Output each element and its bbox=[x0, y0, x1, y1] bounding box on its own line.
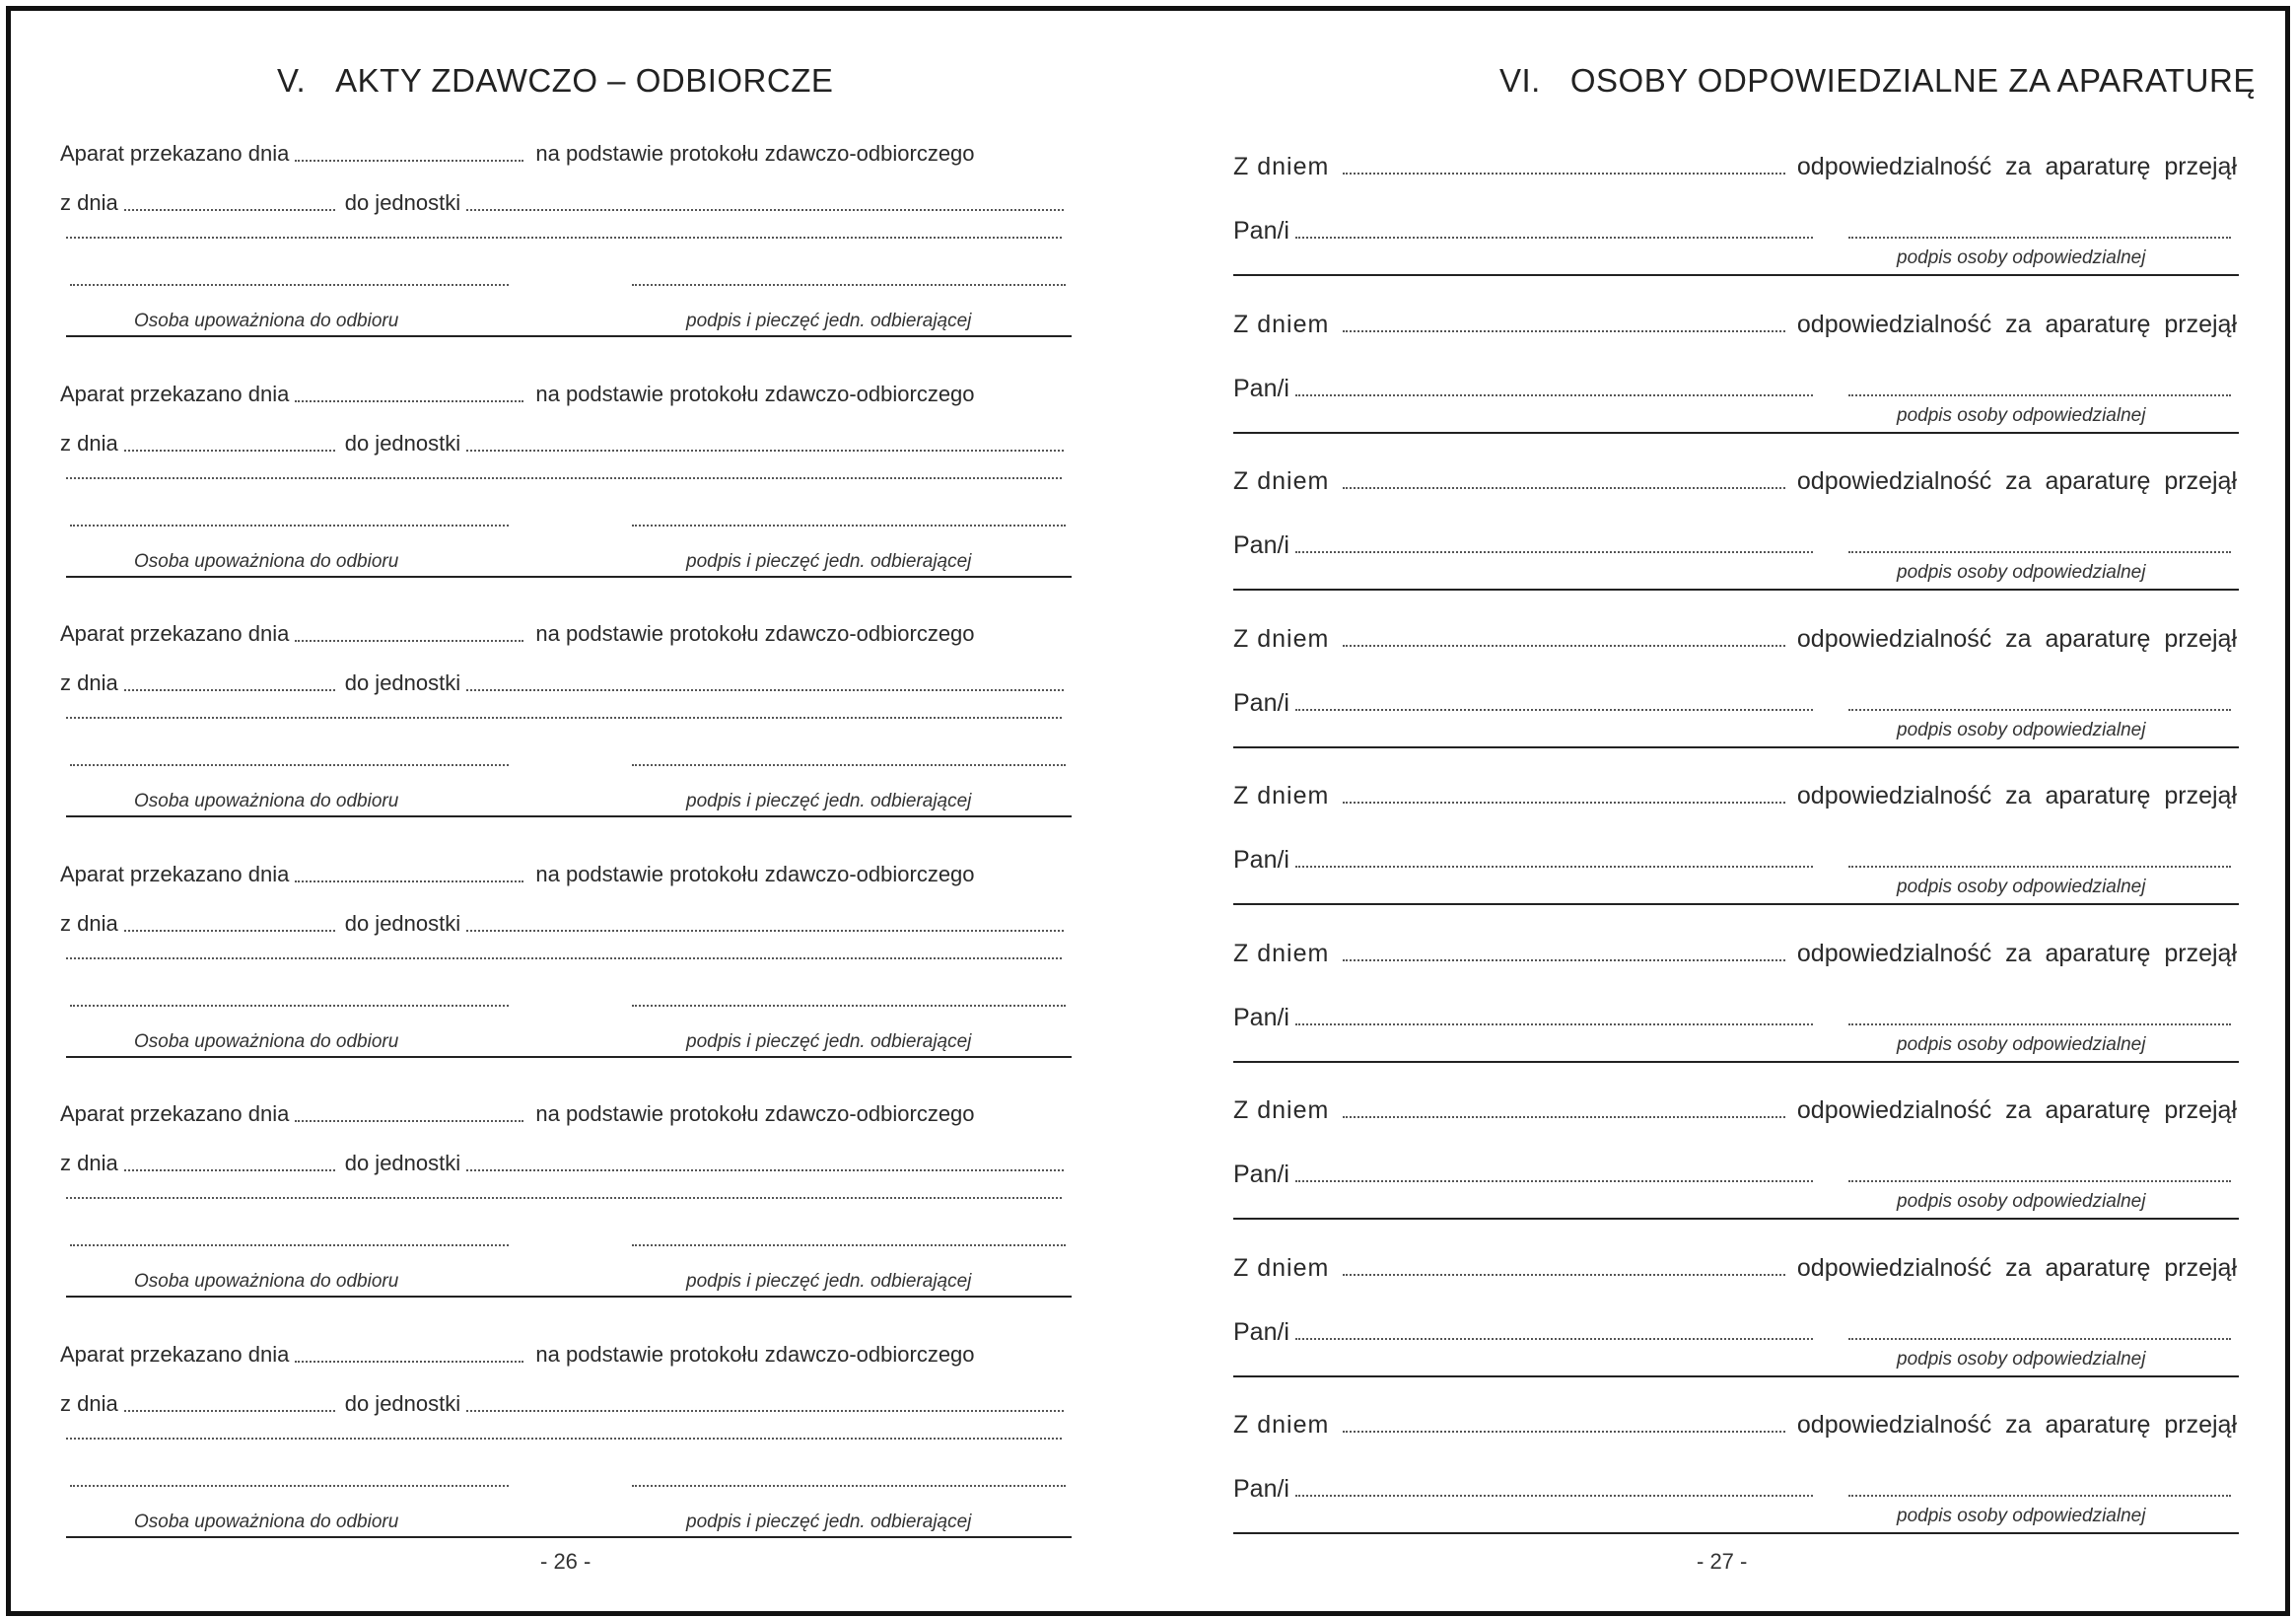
responsibility-date-line bbox=[1233, 626, 2237, 652]
to-unit-field[interactable] bbox=[466, 1169, 1064, 1171]
handover-date-field[interactable] bbox=[295, 1361, 523, 1363]
signature-field[interactable] bbox=[1848, 1495, 2231, 1497]
authorized-person-field[interactable] bbox=[70, 1244, 509, 1246]
with-date-field[interactable] bbox=[1343, 1274, 1785, 1276]
authorized-person-field[interactable] bbox=[70, 764, 509, 766]
from-date-label: z dnia bbox=[60, 190, 118, 215]
page-27 bbox=[1145, 11, 2285, 1611]
person-line bbox=[1233, 1005, 2237, 1030]
responsibility-label: odpowiedzialność za aparaturę przejął bbox=[1796, 1096, 2237, 1124]
page-number: - 27 - bbox=[1697, 1549, 1748, 1574]
entry-separator bbox=[66, 1536, 1072, 1538]
with-date-field[interactable] bbox=[1343, 173, 1785, 175]
person-label: Pan/i bbox=[1233, 846, 1289, 874]
signature-field[interactable] bbox=[1848, 394, 2231, 396]
with-date-label: Z dniem bbox=[1233, 1253, 1330, 1282]
entry-separator bbox=[1233, 1061, 2239, 1063]
section-number: VI. bbox=[1499, 62, 1541, 99]
entry-separator bbox=[1233, 1532, 2239, 1534]
section-title-text: AKTY ZDAWCZO – ODBIORCZE bbox=[335, 62, 834, 99]
with-date-label: Z dniem bbox=[1233, 153, 1330, 180]
authorized-person-field[interactable] bbox=[70, 1485, 509, 1487]
protocol-label: na podstawie protokołu zdawczo-odbiorczego bbox=[535, 621, 975, 646]
handover-date-line bbox=[60, 382, 1070, 407]
responsibility-date-line bbox=[1233, 1255, 2237, 1281]
entry-separator bbox=[66, 1056, 1072, 1058]
to-unit-field[interactable] bbox=[466, 209, 1064, 211]
signature-stamp-caption: podpis i pieczęć jedn. odbierającej bbox=[686, 1511, 972, 1532]
with-date-field[interactable] bbox=[1343, 959, 1785, 961]
responsibility-label: odpowiedzialność za aparaturę przejął bbox=[1796, 624, 2237, 653]
to-unit-label: do jednostki bbox=[344, 1390, 461, 1416]
signature-caption: podpis osoby odpowiedzialnej bbox=[1897, 562, 2146, 583]
signature-field[interactable] bbox=[1848, 237, 2231, 239]
signature-caption: podpis osoby odpowiedzialnej bbox=[1897, 247, 2146, 268]
from-date-label: z dnia bbox=[60, 430, 118, 456]
from-date-field[interactable] bbox=[124, 450, 335, 452]
signature-stamp-field[interactable] bbox=[632, 1005, 1066, 1007]
with-date-field[interactable] bbox=[1343, 1431, 1785, 1433]
person-field[interactable] bbox=[1295, 866, 1813, 868]
responsibility-label: odpowiedzialność za aparaturę przejął bbox=[1796, 939, 2237, 967]
signature-stamp-field[interactable] bbox=[632, 284, 1066, 286]
to-unit-field[interactable] bbox=[466, 930, 1064, 932]
responsibility-label: odpowiedzialność za aparaturę przejął bbox=[1796, 1253, 2237, 1282]
from-date-field[interactable] bbox=[124, 209, 335, 211]
signature-stamp-caption: podpis i pieczęć jedn. odbierającej bbox=[686, 791, 972, 811]
unit-line bbox=[60, 431, 1070, 457]
signature-field[interactable] bbox=[1848, 551, 2231, 553]
with-date-label: Z dniem bbox=[1233, 782, 1330, 809]
page-26 bbox=[11, 11, 1145, 1611]
from-date-label: z dnia bbox=[60, 1151, 118, 1175]
to-unit-field[interactable] bbox=[466, 1410, 1064, 1412]
handover-date-label: Aparat przekazano dnia bbox=[60, 1341, 290, 1367]
handover-date-label: Aparat przekazano dnia bbox=[60, 861, 290, 886]
entry-separator bbox=[1233, 903, 2239, 905]
responsibility-label: odpowiedzialność za aparaturę przejął bbox=[1796, 782, 2237, 809]
signature-field[interactable] bbox=[1848, 1023, 2231, 1025]
responsibility-label: odpowiedzialność za aparaturę przejął bbox=[1796, 310, 2237, 338]
person-label: Pan/i bbox=[1233, 1475, 1289, 1503]
person-label: Pan/i bbox=[1233, 374, 1289, 402]
signature-caption: podpis osoby odpowiedzialnej bbox=[1897, 1191, 2146, 1212]
signature-field[interactable] bbox=[1848, 709, 2231, 711]
person-line bbox=[1233, 690, 2237, 716]
unit-line bbox=[60, 1391, 1070, 1417]
from-date-field[interactable] bbox=[124, 930, 335, 932]
handover-date-label: Aparat przekazano dnia bbox=[60, 141, 290, 166]
to-unit-label: do jednostki bbox=[344, 430, 461, 456]
section-number: V. bbox=[277, 62, 307, 99]
person-field[interactable] bbox=[1295, 237, 1813, 239]
protocol-label: na podstawie protokołu zdawczo-odbiorczego bbox=[535, 381, 975, 406]
with-date-label: Z dniem bbox=[1233, 1411, 1330, 1439]
with-date-field[interactable] bbox=[1343, 330, 1785, 332]
responsibility-date-line bbox=[1233, 1412, 2237, 1438]
person-label: Pan/i bbox=[1233, 1317, 1289, 1346]
unit-line bbox=[60, 911, 1070, 937]
with-date-label: Z dniem bbox=[1233, 310, 1330, 338]
responsibility-date-line bbox=[1233, 312, 2237, 337]
authorized-person-caption: Osoba upoważniona do odbioru bbox=[134, 791, 399, 811]
authorized-person-caption: Osoba upoważniona do odbioru bbox=[134, 550, 399, 572]
document-frame bbox=[6, 6, 2290, 1616]
person-field[interactable] bbox=[1295, 551, 1813, 553]
unit-line bbox=[60, 1151, 1070, 1176]
entry-separator bbox=[1233, 274, 2239, 276]
authorized-person-caption: Osoba upoważniona do odbioru bbox=[134, 1271, 399, 1292]
entry-separator bbox=[1233, 432, 2239, 434]
person-line bbox=[1233, 1319, 2237, 1345]
handover-date-line bbox=[60, 621, 1070, 647]
entry-separator bbox=[1233, 589, 2239, 591]
responsibility-label: odpowiedzialność za aparaturę przejął bbox=[1796, 153, 2237, 180]
to-unit-label: do jednostki bbox=[344, 910, 461, 936]
entry-separator bbox=[66, 1296, 1072, 1298]
person-line bbox=[1233, 532, 2237, 558]
entry-separator bbox=[66, 576, 1072, 578]
person-label: Pan/i bbox=[1233, 688, 1289, 717]
entry-separator bbox=[1233, 1218, 2239, 1220]
handover-date-line bbox=[60, 862, 1070, 887]
from-date-field[interactable] bbox=[124, 1410, 335, 1412]
section-title-text: OSOBY ODPOWIEDZIALNE ZA APARATURĘ bbox=[1569, 62, 2256, 99]
responsibility-date-line bbox=[1233, 468, 2237, 494]
handover-date-label: Aparat przekazano dnia bbox=[60, 621, 290, 646]
signature-field[interactable] bbox=[1848, 1180, 2231, 1182]
signature-field[interactable] bbox=[1848, 866, 2231, 868]
authorized-person-caption: Osoba upoważniona do odbioru bbox=[134, 1030, 399, 1052]
handover-date-field[interactable] bbox=[295, 640, 523, 642]
responsibility-label: odpowiedzialność za aparaturę przejął bbox=[1796, 1411, 2237, 1439]
responsibility-date-line bbox=[1233, 941, 2237, 966]
with-date-field[interactable] bbox=[1343, 1116, 1785, 1118]
entry-separator bbox=[1233, 1375, 2239, 1377]
signature-stamp-field[interactable] bbox=[632, 1244, 1066, 1246]
signature-stamp-caption: podpis i pieczęć jedn. odbierającej bbox=[686, 550, 972, 572]
signature-stamp-field[interactable] bbox=[632, 764, 1066, 766]
entry-separator bbox=[66, 335, 1072, 337]
handover-date-line bbox=[60, 1342, 1070, 1368]
to-unit-label: do jednostki bbox=[344, 670, 461, 695]
with-date-field[interactable] bbox=[1343, 487, 1785, 489]
person-line bbox=[1233, 847, 2237, 873]
handover-date-line bbox=[60, 141, 1070, 167]
unit-continuation-field[interactable] bbox=[66, 237, 1062, 239]
handover-date-label: Aparat przekazano dnia bbox=[60, 381, 290, 406]
authorized-person-field[interactable] bbox=[70, 525, 509, 527]
signature-stamp-caption: podpis i pieczęć jedn. odbierającej bbox=[686, 1030, 972, 1052]
person-field[interactable] bbox=[1295, 1180, 1813, 1182]
authorized-person-caption: Osoba upoważniona do odbioru bbox=[134, 311, 399, 331]
unit-continuation-field[interactable] bbox=[66, 1197, 1062, 1199]
to-unit-field[interactable] bbox=[466, 689, 1064, 691]
unit-continuation-field[interactable] bbox=[66, 1438, 1062, 1440]
authorized-person-caption: Osoba upoważniona do odbioru bbox=[134, 1511, 399, 1532]
signature-caption: podpis osoby odpowiedzialnej bbox=[1897, 877, 2146, 897]
with-date-label: Z dniem bbox=[1233, 1096, 1330, 1124]
with-date-field[interactable] bbox=[1343, 802, 1785, 804]
authorized-person-field[interactable] bbox=[70, 284, 509, 286]
unit-line bbox=[60, 670, 1070, 696]
person-line bbox=[1233, 218, 2237, 244]
to-unit-label: do jednostki bbox=[344, 190, 461, 215]
person-line bbox=[1233, 1476, 2237, 1502]
responsibility-date-line bbox=[1233, 783, 2237, 809]
handover-date-field[interactable] bbox=[295, 880, 523, 882]
signature-stamp-caption: podpis i pieczęć jedn. odbierającej bbox=[686, 311, 972, 331]
protocol-label: na podstawie protokołu zdawczo-odbiorczego bbox=[535, 1101, 975, 1126]
signature-caption: podpis osoby odpowiedzialnej bbox=[1897, 719, 2146, 740]
signature-caption: podpis osoby odpowiedzialnej bbox=[1897, 1506, 2146, 1526]
from-date-label: z dnia bbox=[60, 910, 118, 936]
responsibility-label: odpowiedzialność za aparaturę przejął bbox=[1796, 467, 2237, 495]
protocol-label: na podstawie protokołu zdawczo-odbiorczego bbox=[535, 861, 975, 886]
person-label: Pan/i bbox=[1233, 1003, 1289, 1031]
unit-continuation-field[interactable] bbox=[66, 717, 1062, 719]
person-field[interactable] bbox=[1295, 1023, 1813, 1025]
protocol-label: na podstawie protokołu zdawczo-odbiorczego bbox=[535, 1341, 975, 1367]
from-date-field[interactable] bbox=[124, 1169, 335, 1171]
protocol-label: na podstawie protokołu zdawczo-odbiorczego bbox=[535, 141, 975, 166]
person-field[interactable] bbox=[1295, 709, 1813, 711]
responsibility-date-line bbox=[1233, 154, 2237, 179]
person-label: Pan/i bbox=[1233, 217, 1289, 245]
signature-stamp-caption: podpis i pieczęć jedn. odbierającej bbox=[686, 1271, 972, 1292]
to-unit-field[interactable] bbox=[466, 450, 1064, 452]
person-label: Pan/i bbox=[1233, 531, 1289, 559]
handover-date-label: Aparat przekazano dnia bbox=[60, 1101, 290, 1126]
entry-separator bbox=[66, 815, 1072, 817]
signature-caption: podpis osoby odpowiedzialnej bbox=[1897, 1348, 2146, 1370]
from-date-label: z dnia bbox=[60, 670, 118, 695]
person-line bbox=[1233, 1161, 2237, 1187]
with-date-label: Z dniem bbox=[1233, 467, 1330, 495]
unit-continuation-field[interactable] bbox=[66, 957, 1062, 959]
person-field[interactable] bbox=[1295, 394, 1813, 396]
from-date-field[interactable] bbox=[124, 689, 335, 691]
person-field[interactable] bbox=[1295, 1495, 1813, 1497]
with-date-label: Z dniem bbox=[1233, 939, 1330, 967]
from-date-label: z dnia bbox=[60, 1390, 118, 1416]
person-field[interactable] bbox=[1295, 1338, 1813, 1340]
signature-field[interactable] bbox=[1848, 1338, 2231, 1340]
authorized-person-field[interactable] bbox=[70, 1005, 509, 1007]
to-unit-label: do jednostki bbox=[344, 1151, 461, 1175]
handover-date-line bbox=[60, 1101, 1070, 1127]
handover-date-field[interactable] bbox=[295, 400, 523, 402]
signature-stamp-field[interactable] bbox=[632, 1485, 1066, 1487]
person-label: Pan/i bbox=[1233, 1161, 1289, 1188]
with-date-field[interactable] bbox=[1343, 645, 1785, 647]
unit-line bbox=[60, 190, 1070, 216]
with-date-label: Z dniem bbox=[1233, 624, 1330, 653]
responsibility-date-line bbox=[1233, 1097, 2237, 1123]
handover-date-field[interactable] bbox=[295, 160, 523, 162]
signature-caption: podpis osoby odpowiedzialnej bbox=[1897, 404, 2146, 426]
unit-continuation-field[interactable] bbox=[66, 477, 1062, 479]
page-number: - 26 - bbox=[540, 1549, 591, 1574]
person-line bbox=[1233, 376, 2237, 401]
section-title-v bbox=[277, 62, 833, 100]
entry-separator bbox=[1233, 746, 2239, 748]
signature-caption: podpis osoby odpowiedzialnej bbox=[1897, 1033, 2146, 1055]
signature-stamp-field[interactable] bbox=[632, 525, 1066, 527]
handover-date-field[interactable] bbox=[295, 1120, 523, 1122]
section-title-vi bbox=[1499, 62, 2256, 100]
